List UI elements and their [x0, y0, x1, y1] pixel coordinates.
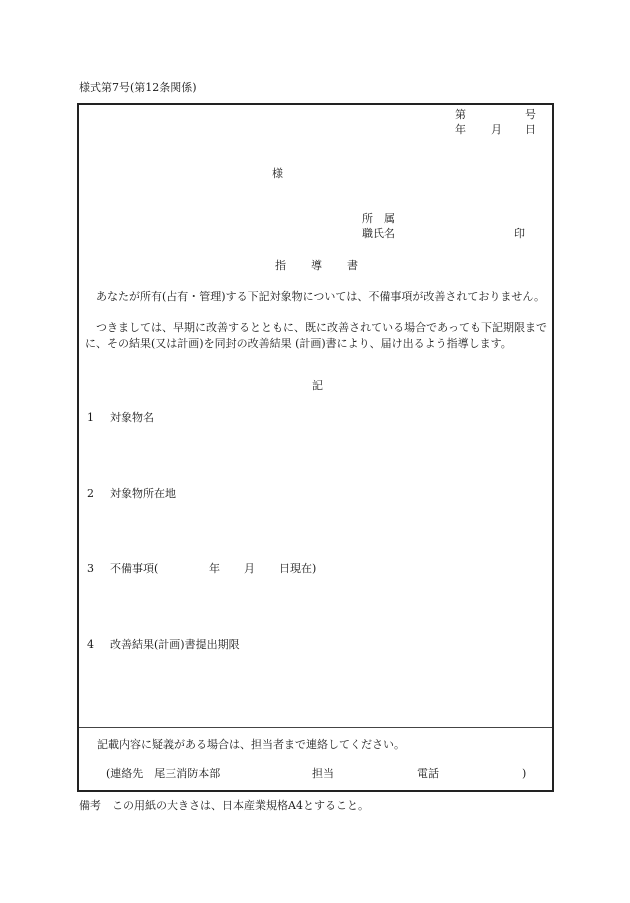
item-3-label: 不備事項( [110, 562, 159, 575]
item-3-day-suffix: 日現在) [279, 562, 317, 575]
ki-heading: 記 [312, 379, 323, 392]
date-month: 月 [491, 123, 502, 136]
item-1-number: 1 [87, 411, 94, 424]
affiliation-label: 所 属 [362, 212, 395, 225]
doc-number-prefix: 第 [455, 108, 466, 121]
phone-label: 電話 [417, 767, 439, 780]
item-1-label: 対象物名 [110, 411, 154, 424]
item-2-number: 2 [87, 487, 94, 500]
contact-close-paren: ) [522, 767, 527, 780]
body-paragraph-1: あなたが所有(占有・管理)する下記対象物については、不備事項が改善されておりません。 [85, 290, 546, 303]
item-4-number: 4 [87, 638, 94, 651]
document-title: 指 導 書 [275, 259, 359, 272]
form-number-label: 様式第7号(第12条関係) [79, 81, 197, 94]
doc-number-suffix: 号 [525, 108, 536, 121]
person-label: 担当 [312, 767, 334, 780]
footer-divider [79, 727, 552, 728]
seal-label: 印 [514, 227, 525, 240]
name-label: 職氏名 [362, 227, 395, 240]
date-day: 日 [525, 123, 536, 136]
item-2-label: 対象物所在地 [110, 487, 176, 500]
inquiry-text: 記載内容に疑義がある場合は、担当者まで連絡してください。 [97, 738, 405, 751]
body-paragraph-2: つきましては、早期に改善するとともに、既に改善されている場合であっても下記期限までに、その結果(又は計画)を同封の改善結果 (計画)書により、届け出るよう指導します。 [85, 321, 547, 350]
guidance-document-frame [77, 103, 554, 792]
contact-prefix: (連絡先 尾三消防本部 [106, 767, 221, 780]
item-3-number: 3 [87, 562, 94, 575]
item-3-month: 月 [244, 562, 255, 575]
addressee-suffix: 様 [272, 167, 283, 180]
item-4-label: 改善結果(計画)書提出期限 [110, 638, 240, 651]
date-year: 年 [455, 123, 466, 136]
item-3-year: 年 [209, 562, 220, 575]
remarks-note: 備考 この用紙の大きさは、日本産業規格A4とすること。 [79, 799, 369, 812]
